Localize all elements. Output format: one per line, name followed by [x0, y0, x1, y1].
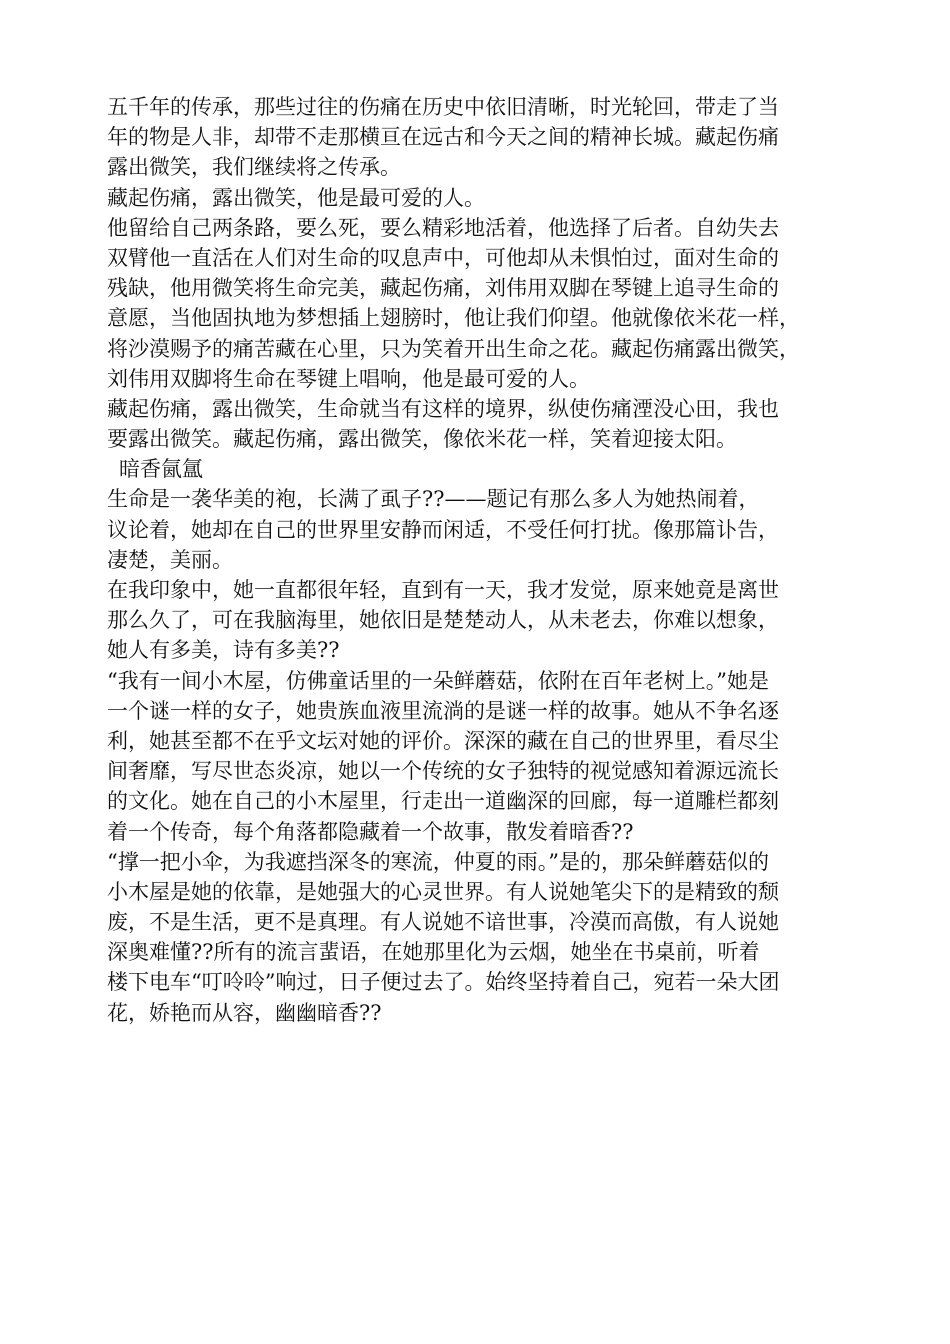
text-line: 那么久了，可在我脑海里，她依旧是楚楚动人，从未老去，你难以想象， — [107, 608, 779, 633]
text-line: 深奥难懂??所有的流言蜚语，在她那里化为云烟，她坐在书桌前，听着 — [107, 940, 760, 965]
text-line: 意愿，当他固执地为梦想插上翅膀时，他让我们仰望。他就像依米花一样， — [107, 306, 800, 331]
text-line: 花，娇艳而从容，幽幽暗香?? — [107, 1000, 382, 1025]
text-line: 将沙漠赐予的痛苦藏在心里，只为笑着开出生命之花。藏起伤痛露出微笑， — [107, 336, 800, 361]
text-line: “我有一间小木屋，仿佛童话里的一朵鲜蘑菇，依附在百年老树上。”她是 — [107, 668, 769, 693]
text-line: 一个谜一样的女子，她贵族血液里流淌的是谜一样的故事。她从不争名逐 — [107, 698, 779, 723]
text-line: 藏起伤痛，露出微笑，他是最可爱的人。 — [107, 185, 485, 210]
text-line: 利，她甚至都不在乎文坛对她的评价。深深的藏在自己的世界里，看尽尘 — [107, 728, 779, 753]
text-line: 楼下电车“叮呤呤”响过，日子便过去了。始终坚持着自己，宛若一朵大团 — [107, 970, 780, 995]
text-line: 年的物是人非，却带不走那横亘在远古和今天之间的精神长城。藏起伤痛 — [107, 125, 779, 150]
text-line: 双臂他一直活在人们对生命的叹息声中，可他却从未惧怕过，面对生命的 — [107, 245, 779, 270]
text-line: “撑一把小伞，为我遮挡深冬的寒流，仲夏的雨。”是的，那朵鲜蘑菇似的 — [107, 849, 769, 874]
text-line: 残缺，他用微笑将生命完美，藏起伤痛，刘伟用双脚在琴键上追寻生命的 — [107, 276, 779, 301]
text-line: 露出微笑，我们继续将之传承。 — [107, 155, 401, 180]
text-line: 间奢靡，写尽世态炎凉，她以一个传统的女子独特的视觉感知着源远流长 — [107, 759, 779, 784]
text-line: 在我印象中，她一直都很年轻，直到有一天，我才发觉，原来她竟是离世 — [107, 578, 779, 602]
section-title: 暗香氤氲 — [119, 457, 203, 482]
text-line: 刘伟用双脚将生命在琴键上唱响，他是最可爱的人。 — [107, 366, 590, 391]
text-line: 小木屋是她的依靠，是她强大的心灵世界。有人说她笔尖下的是精致的颓 — [107, 879, 779, 904]
text-line: 他留给自己两条路，要么死，要么精彩地活着，他选择了后者。自幼失去 — [107, 215, 779, 240]
text-line: 凄楚，美丽。 — [107, 547, 233, 572]
text-line: 五千年的传承，那些过往的伤痛在历史中依旧清晰，时光轮回，带走了当 — [107, 95, 779, 119]
text-line: 要露出微笑。藏起伤痛，露出微笑，像依米花一样，笑着迎接太阳。 — [107, 427, 737, 452]
text-line: 她人有多美，诗有多美?? — [107, 638, 340, 663]
text-line: 着一个传奇，每个角落都隐藏着一个故事，散发着暗香?? — [107, 819, 634, 844]
essay-body — [107, 92, 867, 1028]
text-line: 废，不是生活，更不是真理。有人说她不谙世事，冷漠而高傲，有人说她 — [107, 910, 779, 935]
text-line: 生命是一袭华美的袍，长满了虱子??——题记有那么多人为她热闹着， — [107, 487, 760, 512]
text-line: 的文化。她在自己的小木屋里，行走出一道幽深的回廊，每一道雕栏都刻 — [107, 789, 779, 814]
text-line: 议论着，她却在自己的世界里安静而闲适，不受任何打扰。像那篇讣告， — [107, 517, 779, 542]
text-line: 藏起伤痛，露出微笑，生命就当有这样的境界，纵使伤痛湮没心田，我也 — [107, 396, 779, 421]
